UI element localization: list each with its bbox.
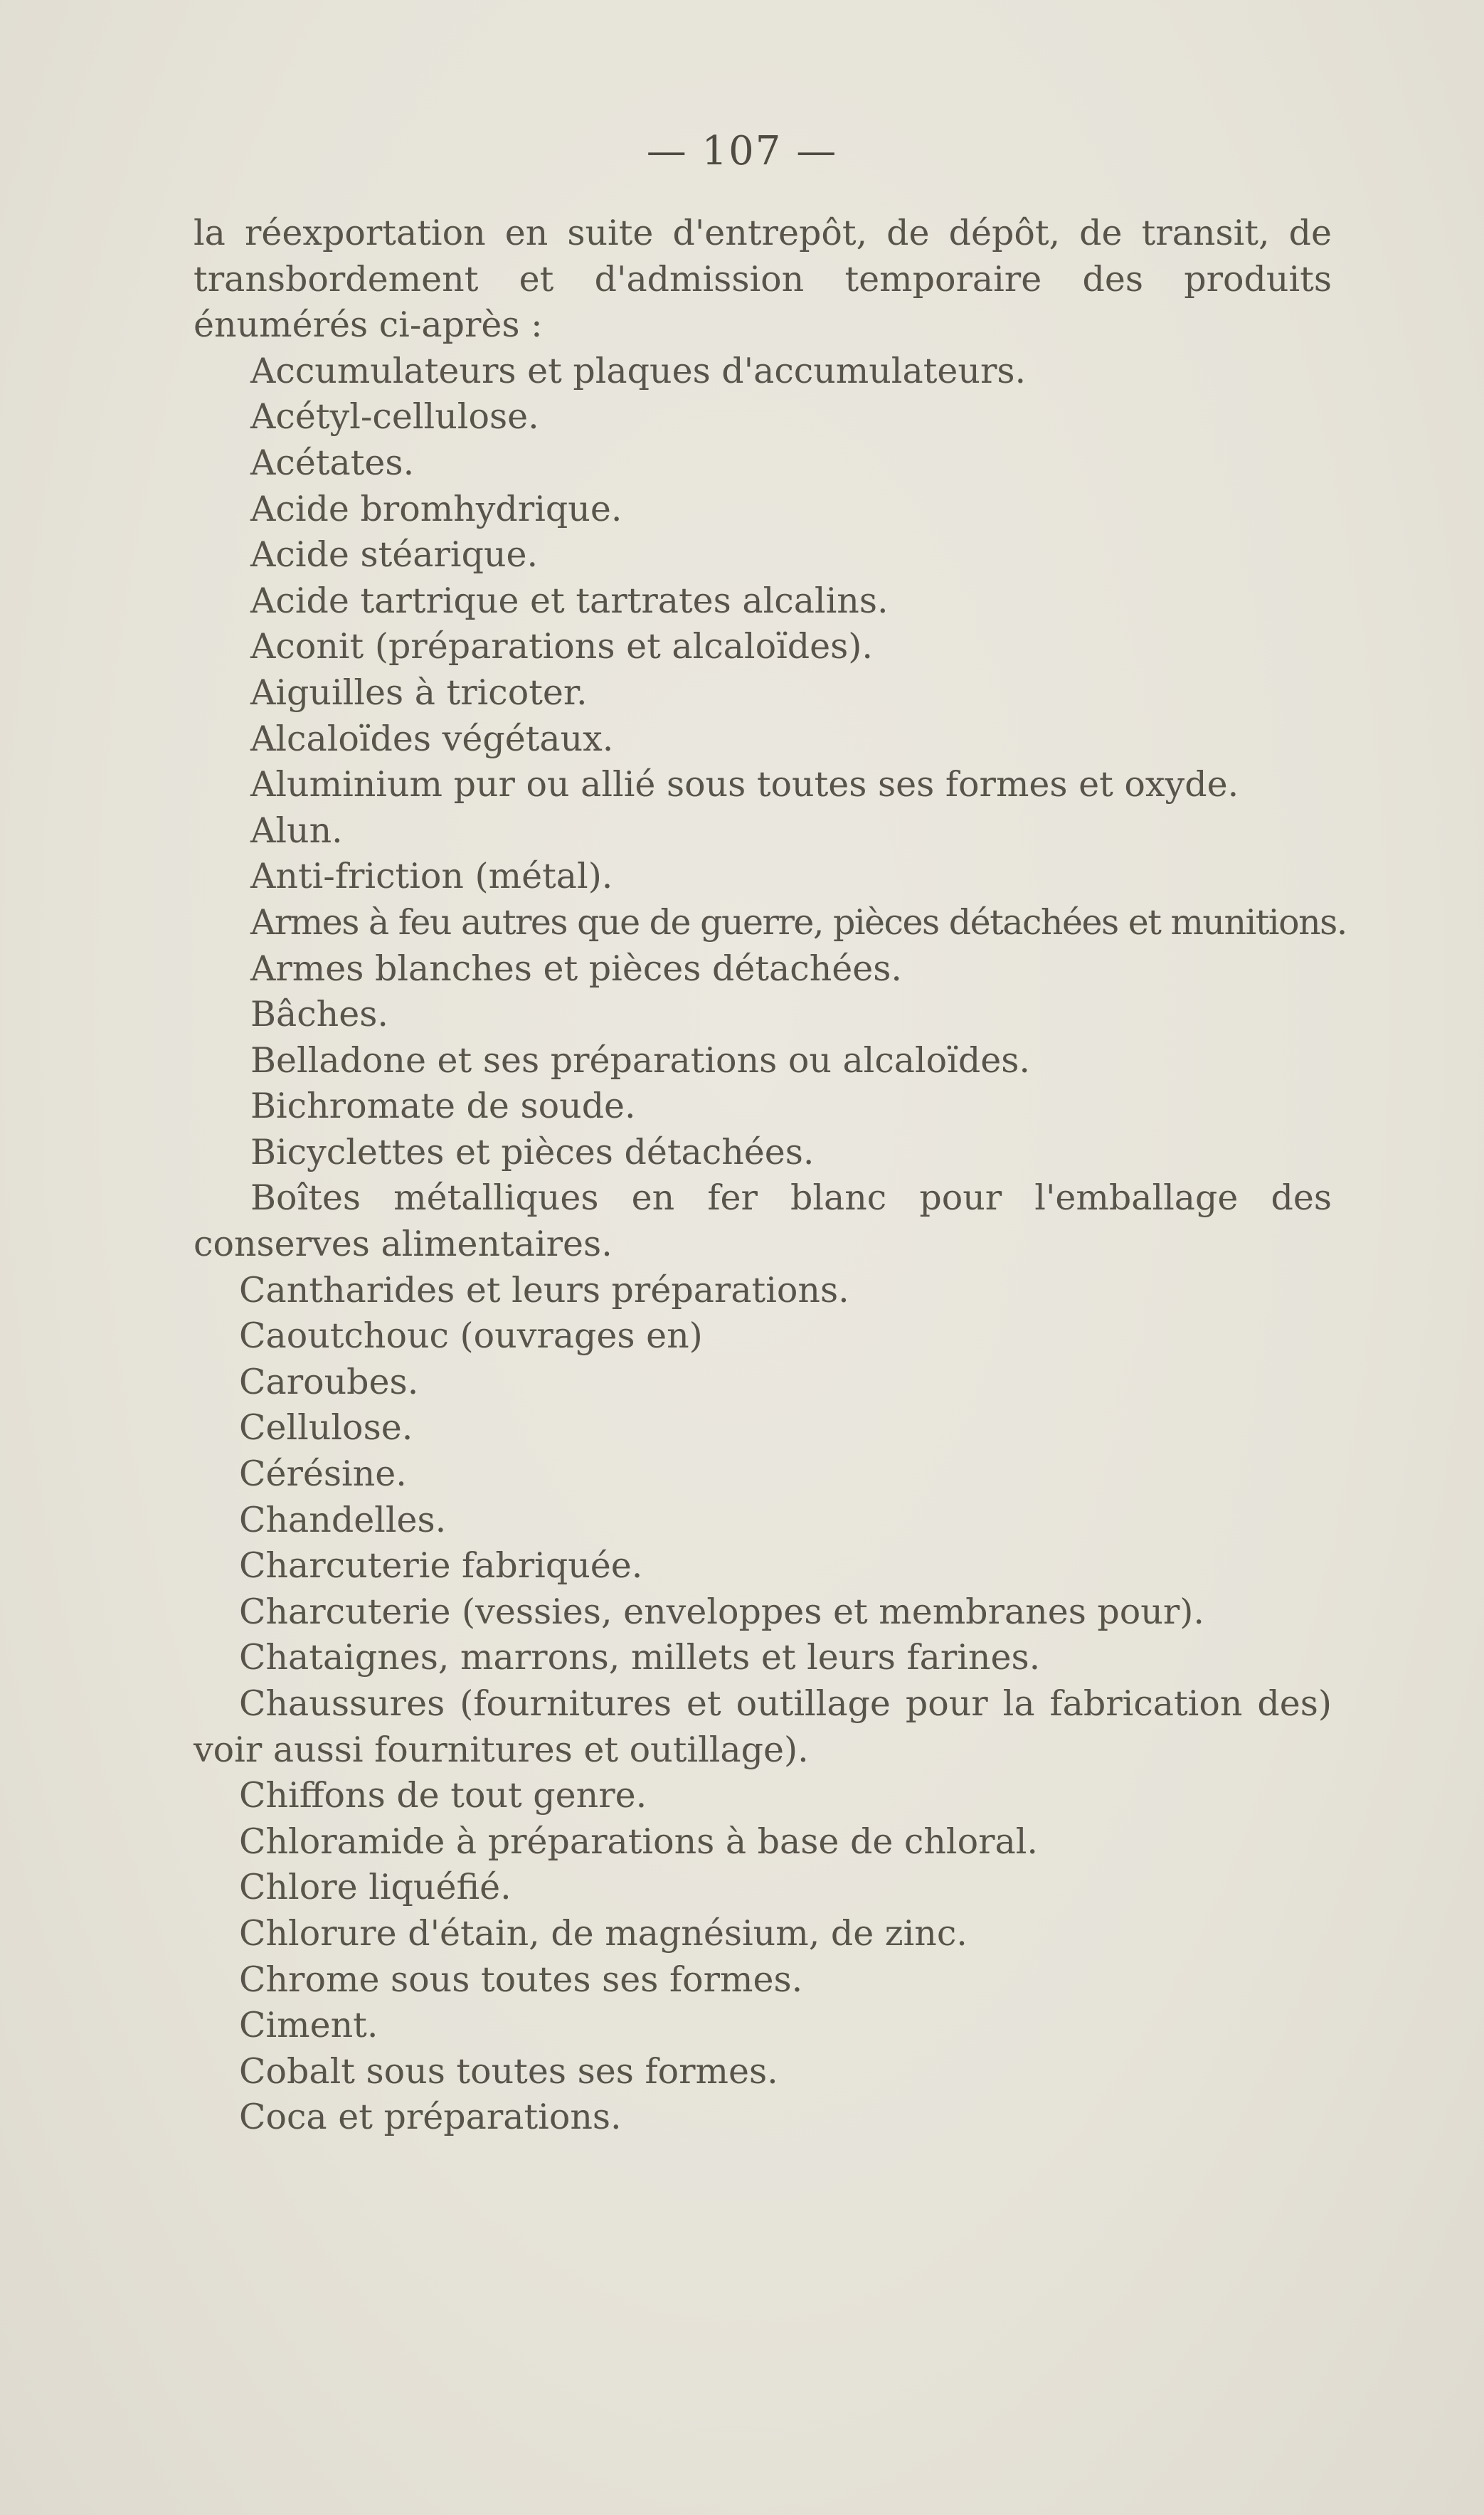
list-item: Chrome sous toutes ses formes. <box>239 1959 803 2000</box>
list-item: Cobalt sous toutes ses formes. <box>239 2050 778 2092</box>
list-item: Chiffons de tout genre. <box>239 1775 647 1816</box>
list-item: Anti-friction (métal). <box>250 856 613 897</box>
list-item: Coca et préparations. <box>239 2097 622 2138</box>
list-item: Bâches. <box>250 994 388 1035</box>
list-item: Chloramide à préparations à base de chloral. <box>239 1821 1038 1862</box>
list-item: Charcuterie fabriquée. <box>239 1545 643 1587</box>
list-item: Chlore liquéfié. <box>239 1867 512 1908</box>
list-item: Acide bromhydrique. <box>250 488 622 529</box>
text-body <box>194 211 1347 2141</box>
list-item: Alcaloïdes végétaux. <box>250 718 614 759</box>
list-item: Armes à feu autres que de guerre, pièces détachées et munitions. <box>250 901 1347 943</box>
list-item: Bicyclettes et pièces détachées. <box>250 1131 815 1172</box>
list-item: Chlorure d'étain, de magnésium, de zinc. <box>239 1912 968 1954</box>
list-item: Ciment. <box>239 2005 378 2046</box>
list-item: Acide tartrique et tartrates alcalins. <box>250 580 889 621</box>
list-item: Charcuterie (vessies, enveloppes et membranes pour). <box>239 1591 1204 1632</box>
list-item: Boîtes métalliques en fer blanc pour l'emballage des conserves alimentaires. <box>194 1177 1332 1265</box>
list-item: Accumulateurs et plaques d'accumulateurs. <box>250 350 1027 391</box>
list-item: Chataignes, marrons, millets et leurs farines. <box>239 1637 1041 1678</box>
list-item: Bichromate de soude. <box>250 1086 636 1127</box>
list-item: Acide stéarique. <box>250 534 539 576</box>
list-item: Aconit (préparations et alcaloïdes). <box>250 626 873 667</box>
list-item: Acétyl-cellulose. <box>250 396 539 438</box>
page-number: — 107 — <box>646 128 838 174</box>
list-item: Cantharides et leurs préparations. <box>239 1269 849 1311</box>
intro-paragraph: la réexportation en suite d'entrepôt, de dépôt, de transit, de transbordement et d'admission temporaire des produits énumérés ci-après : <box>194 213 1332 346</box>
list-item: Cérésine. <box>239 1454 407 1495</box>
list-item: Chaussures (fournitures et outillage pour la fabrication des) voir aussi fournitures et outillage). <box>194 1683 1332 1770</box>
list-item: Belladone et ses préparations ou alcaloïdes. <box>250 1039 1030 1081</box>
list-item: Alun. <box>250 810 343 851</box>
list-item: Caoutchouc (ouvrages en) <box>239 1315 703 1357</box>
list-item: Aiguilles à tricoter. <box>250 672 588 713</box>
list-item: Chandelles. <box>239 1499 447 1540</box>
list-item: Cellulose. <box>239 1407 413 1449</box>
list-item: Acétates. <box>250 442 415 483</box>
list-item: Aluminium pur ou allié sous toutes ses formes et oxyde. <box>250 764 1239 805</box>
list-item: Armes blanches et pièces détachées. <box>250 948 902 989</box>
list-item: Caroubes. <box>239 1361 419 1402</box>
